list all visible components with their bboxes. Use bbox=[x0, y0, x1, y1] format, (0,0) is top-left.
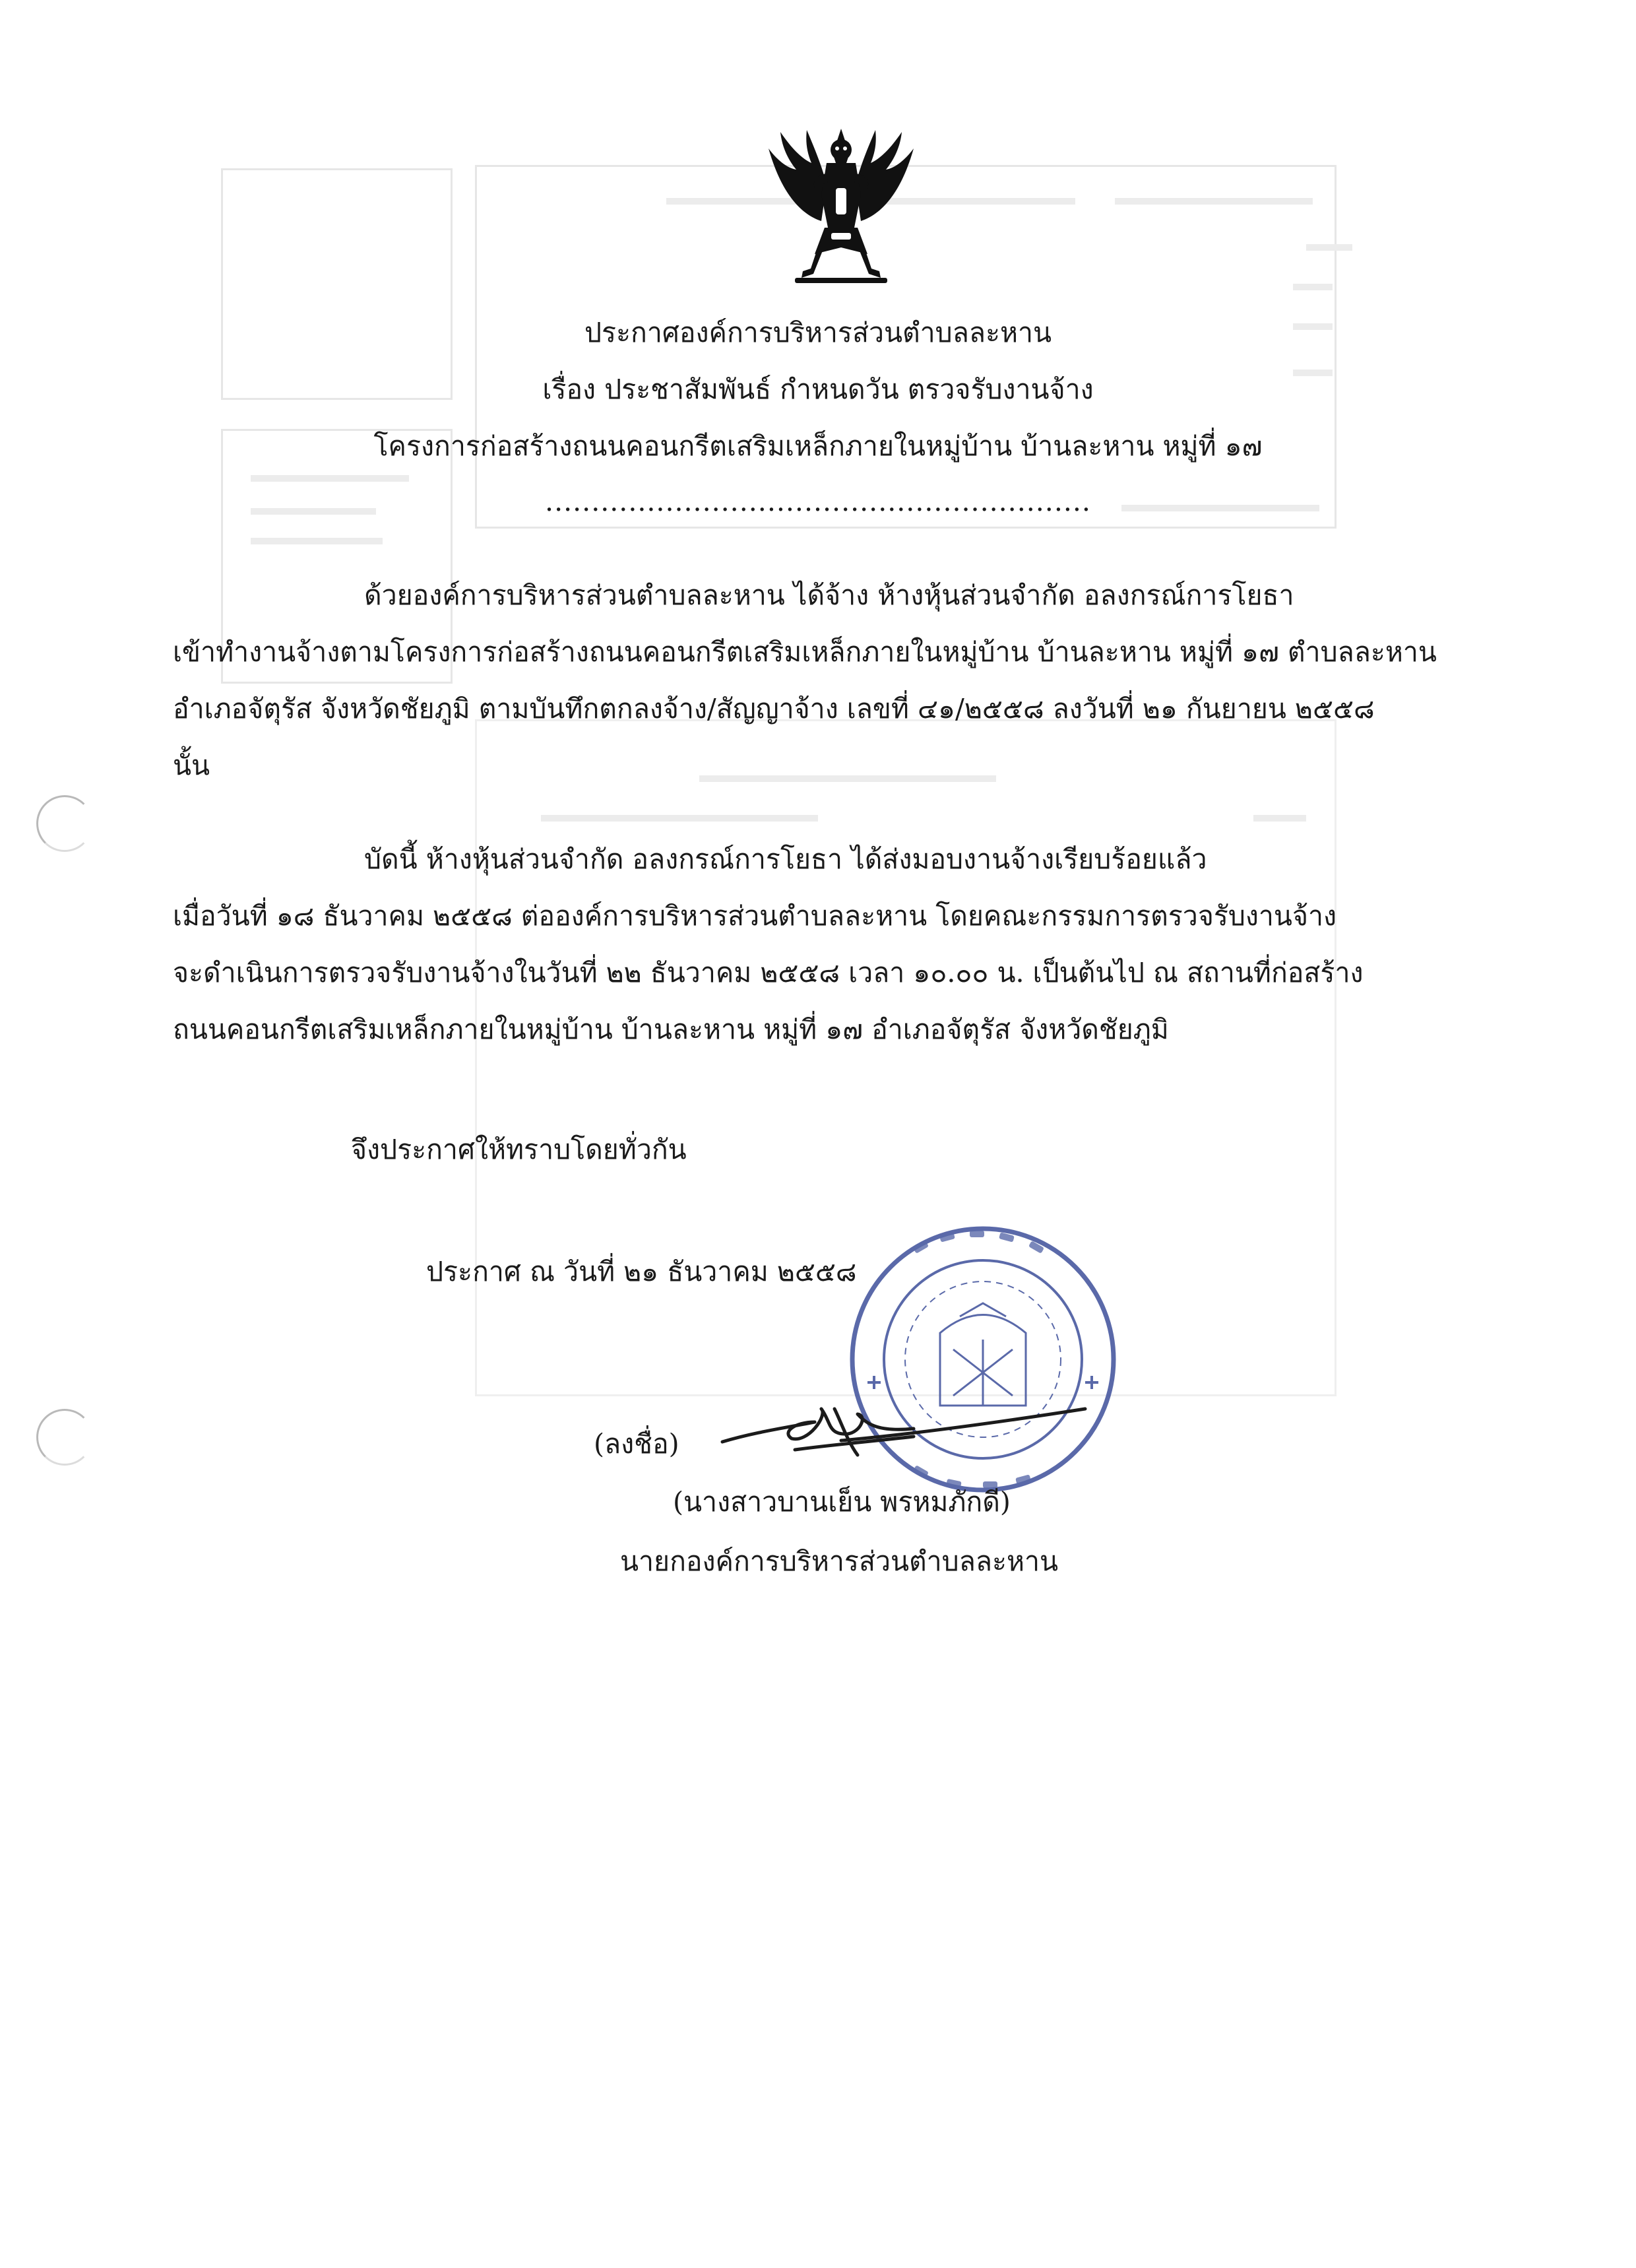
signer-position: นายกองค์การบริหารส่วนตำบลละหาน bbox=[620, 1545, 1059, 1577]
para2-line2: เมื่อวันที่ ๑๘ ธันวาคม ๒๕๕๘ ต่อองค์การบริหารส่วนตำบลละหาน โดยคณะกรรมการตรวจรับงานจ้าง bbox=[173, 900, 1337, 932]
para1-line1: ด้วยองค์การบริหารส่วนตำบลละหาน ได้จ้าง ห้างหุ้นส่วนจำกัด อลงกรณ์การโยธา bbox=[364, 579, 1294, 611]
para2-line4: ถนนคอนกรีตเสริมเหล็กภายในหมู่บ้าน บ้านละหาน หมู่ที่ ๑๗ อำเภอจัตุรัส จังหวัดชัยภูมิ bbox=[173, 1014, 1169, 1045]
para2-line3: จะดำเนินการตรวจรับงานจ้างในวันที่ ๒๒ ธันวาคม ๒๕๕๘ เวลา ๑๐.๐๐ น. เป็นต้นไป ณ สถานที่ก่อสร้าง bbox=[173, 957, 1364, 988]
closing-statement: จึงประกาศให้ทราบโดยทั่วกัน bbox=[351, 1134, 687, 1165]
signature-label: (ลงชื่อ) bbox=[594, 1428, 679, 1460]
announcement-subject: เรื่อง ประชาสัมพันธ์ กำหนดวัน ตรวจรับงานจ้าง bbox=[542, 373, 1094, 405]
punch-hole-top bbox=[36, 795, 93, 852]
project-name: โครงการก่อสร้างถนนคอนกรีตเสริมเหล็กภายในหมู่บ้าน บ้านละหาน หมู่ที่ ๑๗ bbox=[373, 430, 1263, 462]
signature-icon bbox=[716, 1396, 1092, 1468]
announcement-title: ประกาศองค์การบริหารส่วนตำบลละหาน bbox=[584, 317, 1052, 348]
announcement-date: ประกาศ ณ วันที่ ๒๑ ธันวาคม ๒๕๕๘ bbox=[426, 1256, 857, 1287]
garuda-emblem-icon bbox=[755, 122, 927, 287]
para1-line2: เข้าทำงานจ้างตามโครงการก่อสร้างถนนคอนกรีตเสริมเหล็กภายในหมู่บ้าน บ้านละหาน หมู่ที่ ๑๗ ตำบลละหาน bbox=[173, 636, 1437, 668]
header-dotted-rule: ........................................................... bbox=[545, 486, 1091, 517]
para2-line1: บัดนี้ ห้างหุ้นส่วนจำกัด อลงกรณ์การโยธา ได้ส่งมอบงานจ้างเรียบร้อยแล้ว bbox=[364, 843, 1207, 875]
para1-line3: อำเภอจัตุรัส จังหวัดชัยภูมิ ตามบันทึกตกลงจ้าง/สัญญาจ้าง เลขที่ ๔๑/๒๕๕๘ ลงวันที่ ๒๑ กันยายน ๒๕๕๘ bbox=[173, 693, 1375, 725]
signer-name: (นางสาวบานเย็น พรหมภักดี) bbox=[673, 1486, 1011, 1518]
punch-hole-bottom bbox=[36, 1409, 93, 1466]
para1-line4: นั้น bbox=[173, 750, 210, 781]
